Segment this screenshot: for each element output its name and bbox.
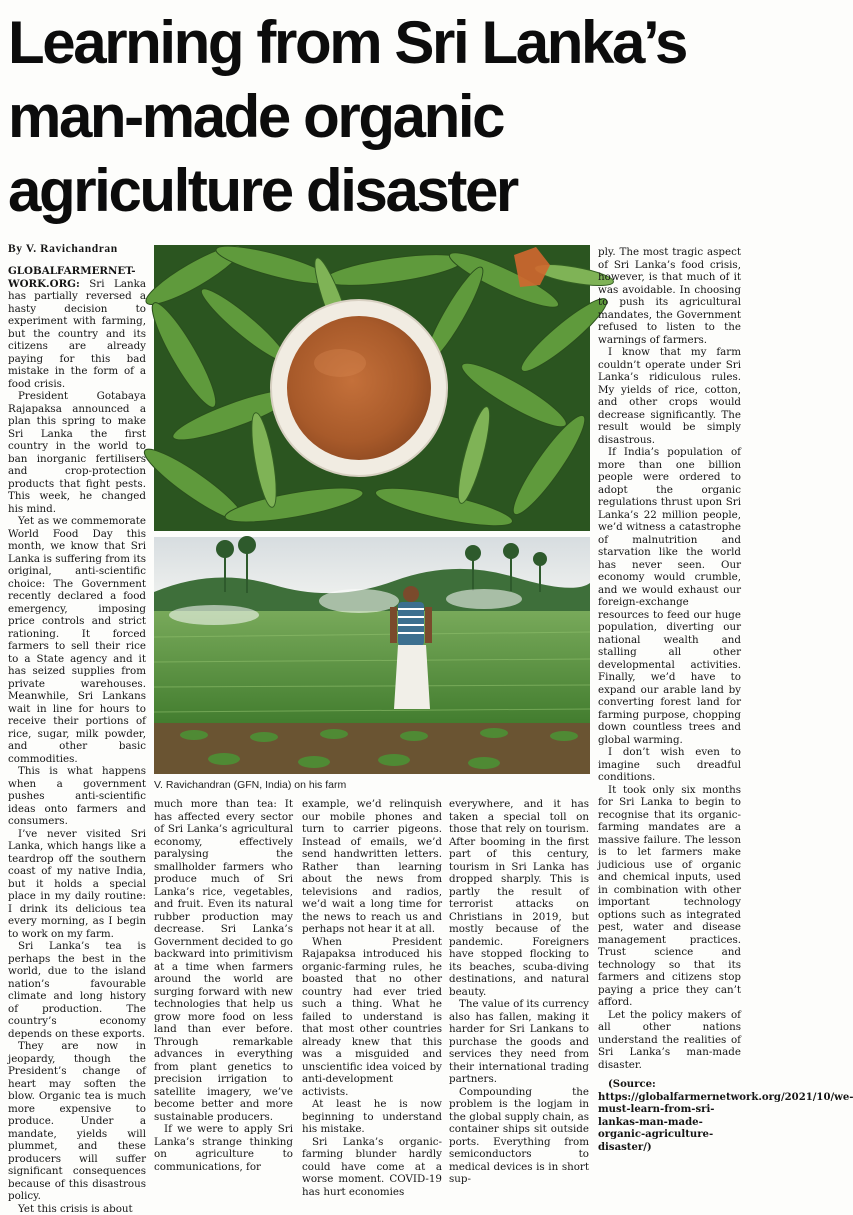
headline-line-1: Learning from Sri Lanka’s (8, 6, 743, 80)
article-paragraph: They are now in jeopardy, though the President’s change of heart may soften the blow. Organic tea is much more expensive to produce. Under a mandate, yields will plummet, and these producers will suffer significant consequences because of this disastrous policy. (8, 1040, 146, 1203)
article-paragraph: GLOBALFARMERNET-WORK.ORG: Sri Lanka has partially reversed a hasty decision to experiment with farming, but the country and its citizens are already paying for this bad mistake in the form of a food crisis. (8, 265, 146, 390)
article-paragraph: At least he is now beginning to understand his mistake. (302, 1098, 442, 1136)
article-paragraph: If India’s population of more than one billion people were ordered to adopt the organic regulations thrust upon Sri Lanka’s 22 million people, we’d witness a catastrophe of malnutrition and starvation like the world has never seen. Our economy would crumble, and we would exhaust our foreign-exchange resources to feed our huge population, diverting our national wealth and stalling all other developmental activities. Finally, we’d have to expand our arable land by converting forest land for farming purpose, chopping down countless trees and global warming. (598, 446, 741, 746)
article-column-1 (8, 265, 146, 1195)
article-column-4 (449, 798, 589, 1194)
article-paragraph: everywhere, and it has taken a special toll on those that rely on tourism. After booming in the first part of this century, tourism in Sri Lanka has dropped sharply. This is partly the result of terrorist attacks on Christians in 2019, but mostly because of the pandemic. Foreigners have stopped flocking to its beaches, scuba-diving destinations, and natural beauty. (449, 798, 589, 998)
farm-photo (154, 537, 590, 774)
article-paragraph: Sri Lanka’s organic-farming blunder hardly could have come at a worse moment. COVID-19 has hurt economies (302, 1136, 442, 1199)
article-paragraph: If we were to apply Sri Lanka’s strange thinking on agriculture to communications, for (154, 1123, 293, 1173)
source-citation: (Source: https://globalfarmernetwork.org/2021/10/we-must-learn-from-sri-lankas-man-made-organic-agriculture-disaster/) (598, 1079, 741, 1154)
article-paragraph: I know that my farm couldn’t operate under Sri Lanka’s ridiculous rules. My yields of rice, cotton, and other crops would decrease significantly. The result would be simply disastrous. (598, 346, 741, 446)
article-paragraph: When President Rajapaksa introduced his organic-farming rules, he boasted that no other country had ever tried such a thing. What he failed to understand is that most other countries already knew that this was a misguided and unscientific idea voiced by anti-development activists. (302, 936, 442, 1099)
article-paragraph: example, we’d relinquish our mobile phones and turn to carrier pigeons. Instead of emails, we’d send handwritten letters. Rather than learning about the news from televisions and radios, we’d wait a long time for the news to reach us and perhaps not hear it at all. (302, 798, 442, 936)
tea-cup-photo (154, 245, 590, 531)
photo-caption: V. Ravichandran (GFN, India) on his farm (154, 779, 590, 791)
byline: By V. Ravichandran (8, 243, 118, 255)
headline (8, 6, 743, 228)
article-paragraph: Compounding the problem is the logjam in the global supply chain, as container ships sit outside ports. Everything from semiconductors to medical devices is in short sup- (449, 1086, 589, 1186)
article-column-5 (598, 246, 741, 1194)
article-paragraph: This is what happens when a government pushes anti-scientific ideas onto farmers and consumers. (8, 765, 146, 828)
article-paragraph: Let the policy makers of all other nations understand the realities of Sri Lanka’s man-made disaster. (598, 1009, 741, 1072)
headline-line-3: agriculture disaster (8, 154, 743, 228)
tea-leaves-illustration (154, 245, 590, 531)
article-paragraph: President Gotabaya Rajapaksa announced a plan this spring to make Sri Lanka the first country in the world to ban inorganic fertilisers and crop-protection products that fight pests. This week, he changed his mind. (8, 390, 146, 515)
article-paragraph: It took only six months for Sri Lanka to begin to recognise that its organic-farming mandates are a massive failure. The lesson is to let farmers make judicious use of organic and chemical inputs, used in combination with other important technology options such as integrated pest, water and disease management practices. Trust science and technology so that its farmers and citizens stop paying a price they can’t afford. (598, 784, 741, 1009)
tea-cup-icon (271, 300, 447, 476)
headline-line-2: man-made organic (8, 80, 743, 154)
article-column-3 (302, 798, 442, 1194)
article-paragraph: Yet this crisis is about (8, 1203, 146, 1215)
article-paragraph: The value of its currency also has fallen, making it harder for Sri Lankans to purchase the goods and services they need from their international trading partners. (449, 998, 589, 1086)
article-paragraph: much more than tea: It has affected every sector of Sri Lanka’s agricultural economy, effectively paralysing the smallholder farmers who produce much of Sri Lanka’s rice, vegetables, and fruit. Even its natural rubber production may decrease. Sri Lanka’s Government decided to go backward into primitivism at a time when farmers around the world are surging forward with new technologies that help us grow more food on less land than ever before. Through remarkable advances in everything from plant genetics to precision irrigation to satellite imagery, we’ve become better and more sustainable producers. (154, 798, 293, 1123)
dateline: GLOBALFARMERNET-WORK.ORG: (8, 265, 135, 290)
article-paragraph: Sri Lanka’s tea is perhaps the best in the world, due to the island nation’s favourable climate and long history of production. The country’s economy depends on these exports. (8, 940, 146, 1040)
article-paragraph: ply. The most tragic aspect of Sri Lanka’s food crisis, however, is that much of it was avoidable. In choosing to push its agricultural mandates, the Government refused to listen to the warnings of farmers. (598, 246, 741, 346)
article-column-2 (154, 798, 293, 1194)
farm-field-illustration (154, 537, 590, 774)
article-paragraph: Yet as we commemorate World Food Day this month, we know that Sri Lanka is suffering from its original, anti-scientific choice: The Government recently declared a food emergency, imposing price controls and strict rationing. It forced farmers to sell their rice to a State agency and it has seized supplies from private warehouses. Meanwhile, Sri Lankans wait in line for hours to receive their portions of rice, sugar, milk powder, and other basic commodities. (8, 515, 146, 765)
article-paragraph: I’ve never visited Sri Lanka, which hangs like a teardrop off the southern coast of my native India, but it holds a special place in my daily routine: I drink its delicious tea every morning, as I begin to work on my farm. (8, 828, 146, 941)
article-paragraph: I don’t wish even to imagine such dreadful conditions. (598, 746, 741, 784)
